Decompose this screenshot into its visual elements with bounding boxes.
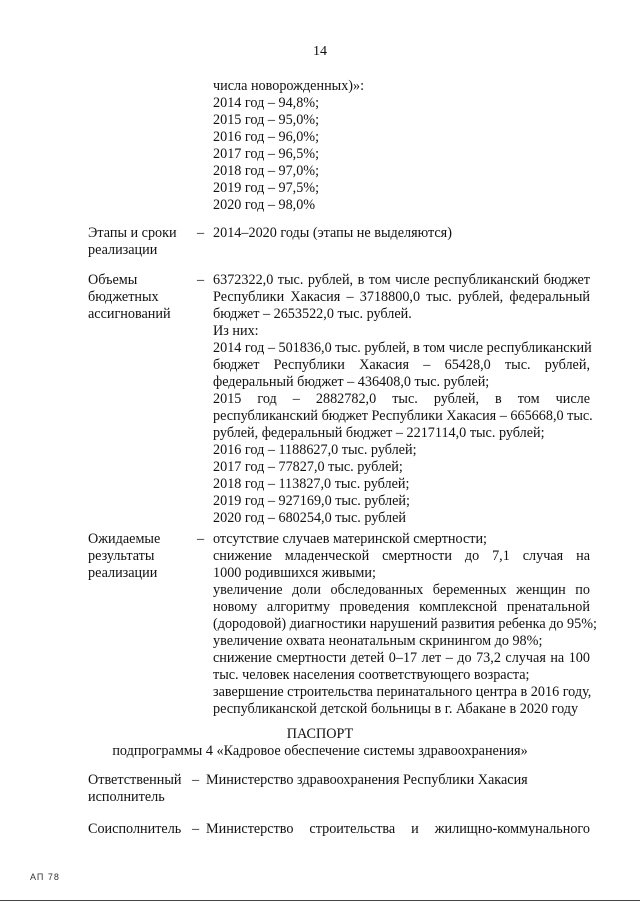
year-value-line: 2014 год – 94,8%; [213,95,320,111]
budget-line: 2020 год – 680254,0 тыс. рублей [213,510,406,526]
footer-mark: АП 78 [30,872,60,882]
budget-line: Из них: [213,323,259,339]
stages-label: Этапы и сроки [88,225,177,241]
year-value-line: 2016 год – 96,0%; [213,129,320,145]
budget-line: 2015 год – 2882782,0 тыс. рублей, в том числе [213,391,590,407]
year-value-line: 2015 год – 95,0%; [213,112,320,128]
budget-line: федеральный бюджет – 436408,0 тыс. рублей; [213,374,490,390]
continuation-head: числа новорожденных)»: [213,78,365,94]
stages-label: реализации [88,242,158,258]
dash-separator: – [197,272,205,288]
result-line: снижение смертности детей 0–17 лет – до 73,2 случая на 100 [213,650,590,666]
results-label: результаты [88,548,155,564]
coexecutor-label: Соисполнитель [88,821,182,837]
budget-line: 2018 год – 113827,0 тыс. рублей; [213,476,410,492]
year-value-line: 2020 год – 98,0% [213,197,316,213]
passport-subtitle: подпрограммы 4 «Кадровое обеспечение системы здравоохранения» [112,743,528,759]
budget-line: бюджет – 2653522,0 тыс. рублей. [213,306,412,322]
budget-line: бюджет Республики Хакасия – 65428,0 тыс. рублей, [213,357,590,373]
result-line: увеличение охвата неонатальным скринингом до 98%; [213,633,543,649]
results-label: реализации [88,565,158,581]
result-line: новому алгоритму проведения комплексной пренатальной [213,599,590,615]
budget-line: 6372322,0 тыс. рублей, в том числе республиканский бюджет [213,272,590,288]
budget-line: 2014 год – 501836,0 тыс. рублей, в том числе республиканский [213,340,592,356]
budget-line: 2019 год – 927169,0 тыс. рублей; [213,493,410,509]
budget-label: Объемы [88,272,138,288]
responsible-label: исполнитель [88,789,165,805]
result-line: отсутствие случаев материнской смертности; [213,531,487,547]
budget-line: 2017 год – 77827,0 тыс. рублей; [213,459,403,475]
budget-line: рублей, федеральный бюджет – 2217114,0 тыс. рублей; [213,425,545,441]
results-label: Ожидаемые [88,531,161,547]
bottom-rule [0,900,640,901]
budget-label: ассигнований [88,306,171,322]
dash-separator: – [192,821,200,837]
result-line: увеличение доли обследованных беременных женщин по [213,582,590,598]
result-line: (дородовой) диагностики нарушений развития ребенка до 95%; [213,616,598,632]
budget-label: бюджетных [88,289,159,305]
stages-text: 2014–2020 годы (этапы не выделяются) [213,225,452,241]
page-number: 14 [313,44,327,59]
responsible-text: Министерство здравоохранения Республики Хакасия [206,772,528,788]
budget-line: Республики Хакасия – 3718800,0 тыс. рублей, федеральный [213,289,590,305]
budget-line: 2016 год – 1188627,0 тыс. рублей; [213,442,417,458]
budget-line: республиканский бюджет Республики Хакасия – 665668,0 тыс. [213,408,593,424]
result-line: завершение строительства перинатального центра в 2016 году, [213,684,592,700]
result-line: снижение младенческой смертности до 7,1 случая на [213,548,590,564]
responsible-label: Ответственный [88,772,182,788]
dash-separator: – [197,531,205,547]
year-value-line: 2018 год – 97,0%; [213,163,320,179]
dash-separator: – [197,225,205,241]
result-line: тыс. человек населения соответствующего возраста; [213,667,530,683]
result-line: республиканской детской больницы в г. Абакане в 2020 году [213,701,579,717]
year-value-line: 2017 год – 96,5%; [213,146,320,162]
dash-separator: – [192,772,200,788]
coexecutor-text: Министерство строительства и жилищно-коммунального [206,821,590,837]
year-value-line: 2019 год – 97,5%; [213,180,320,196]
result-line: 1000 родившихся живыми; [213,565,376,581]
passport-title: ПАСПОРТ [286,726,354,742]
